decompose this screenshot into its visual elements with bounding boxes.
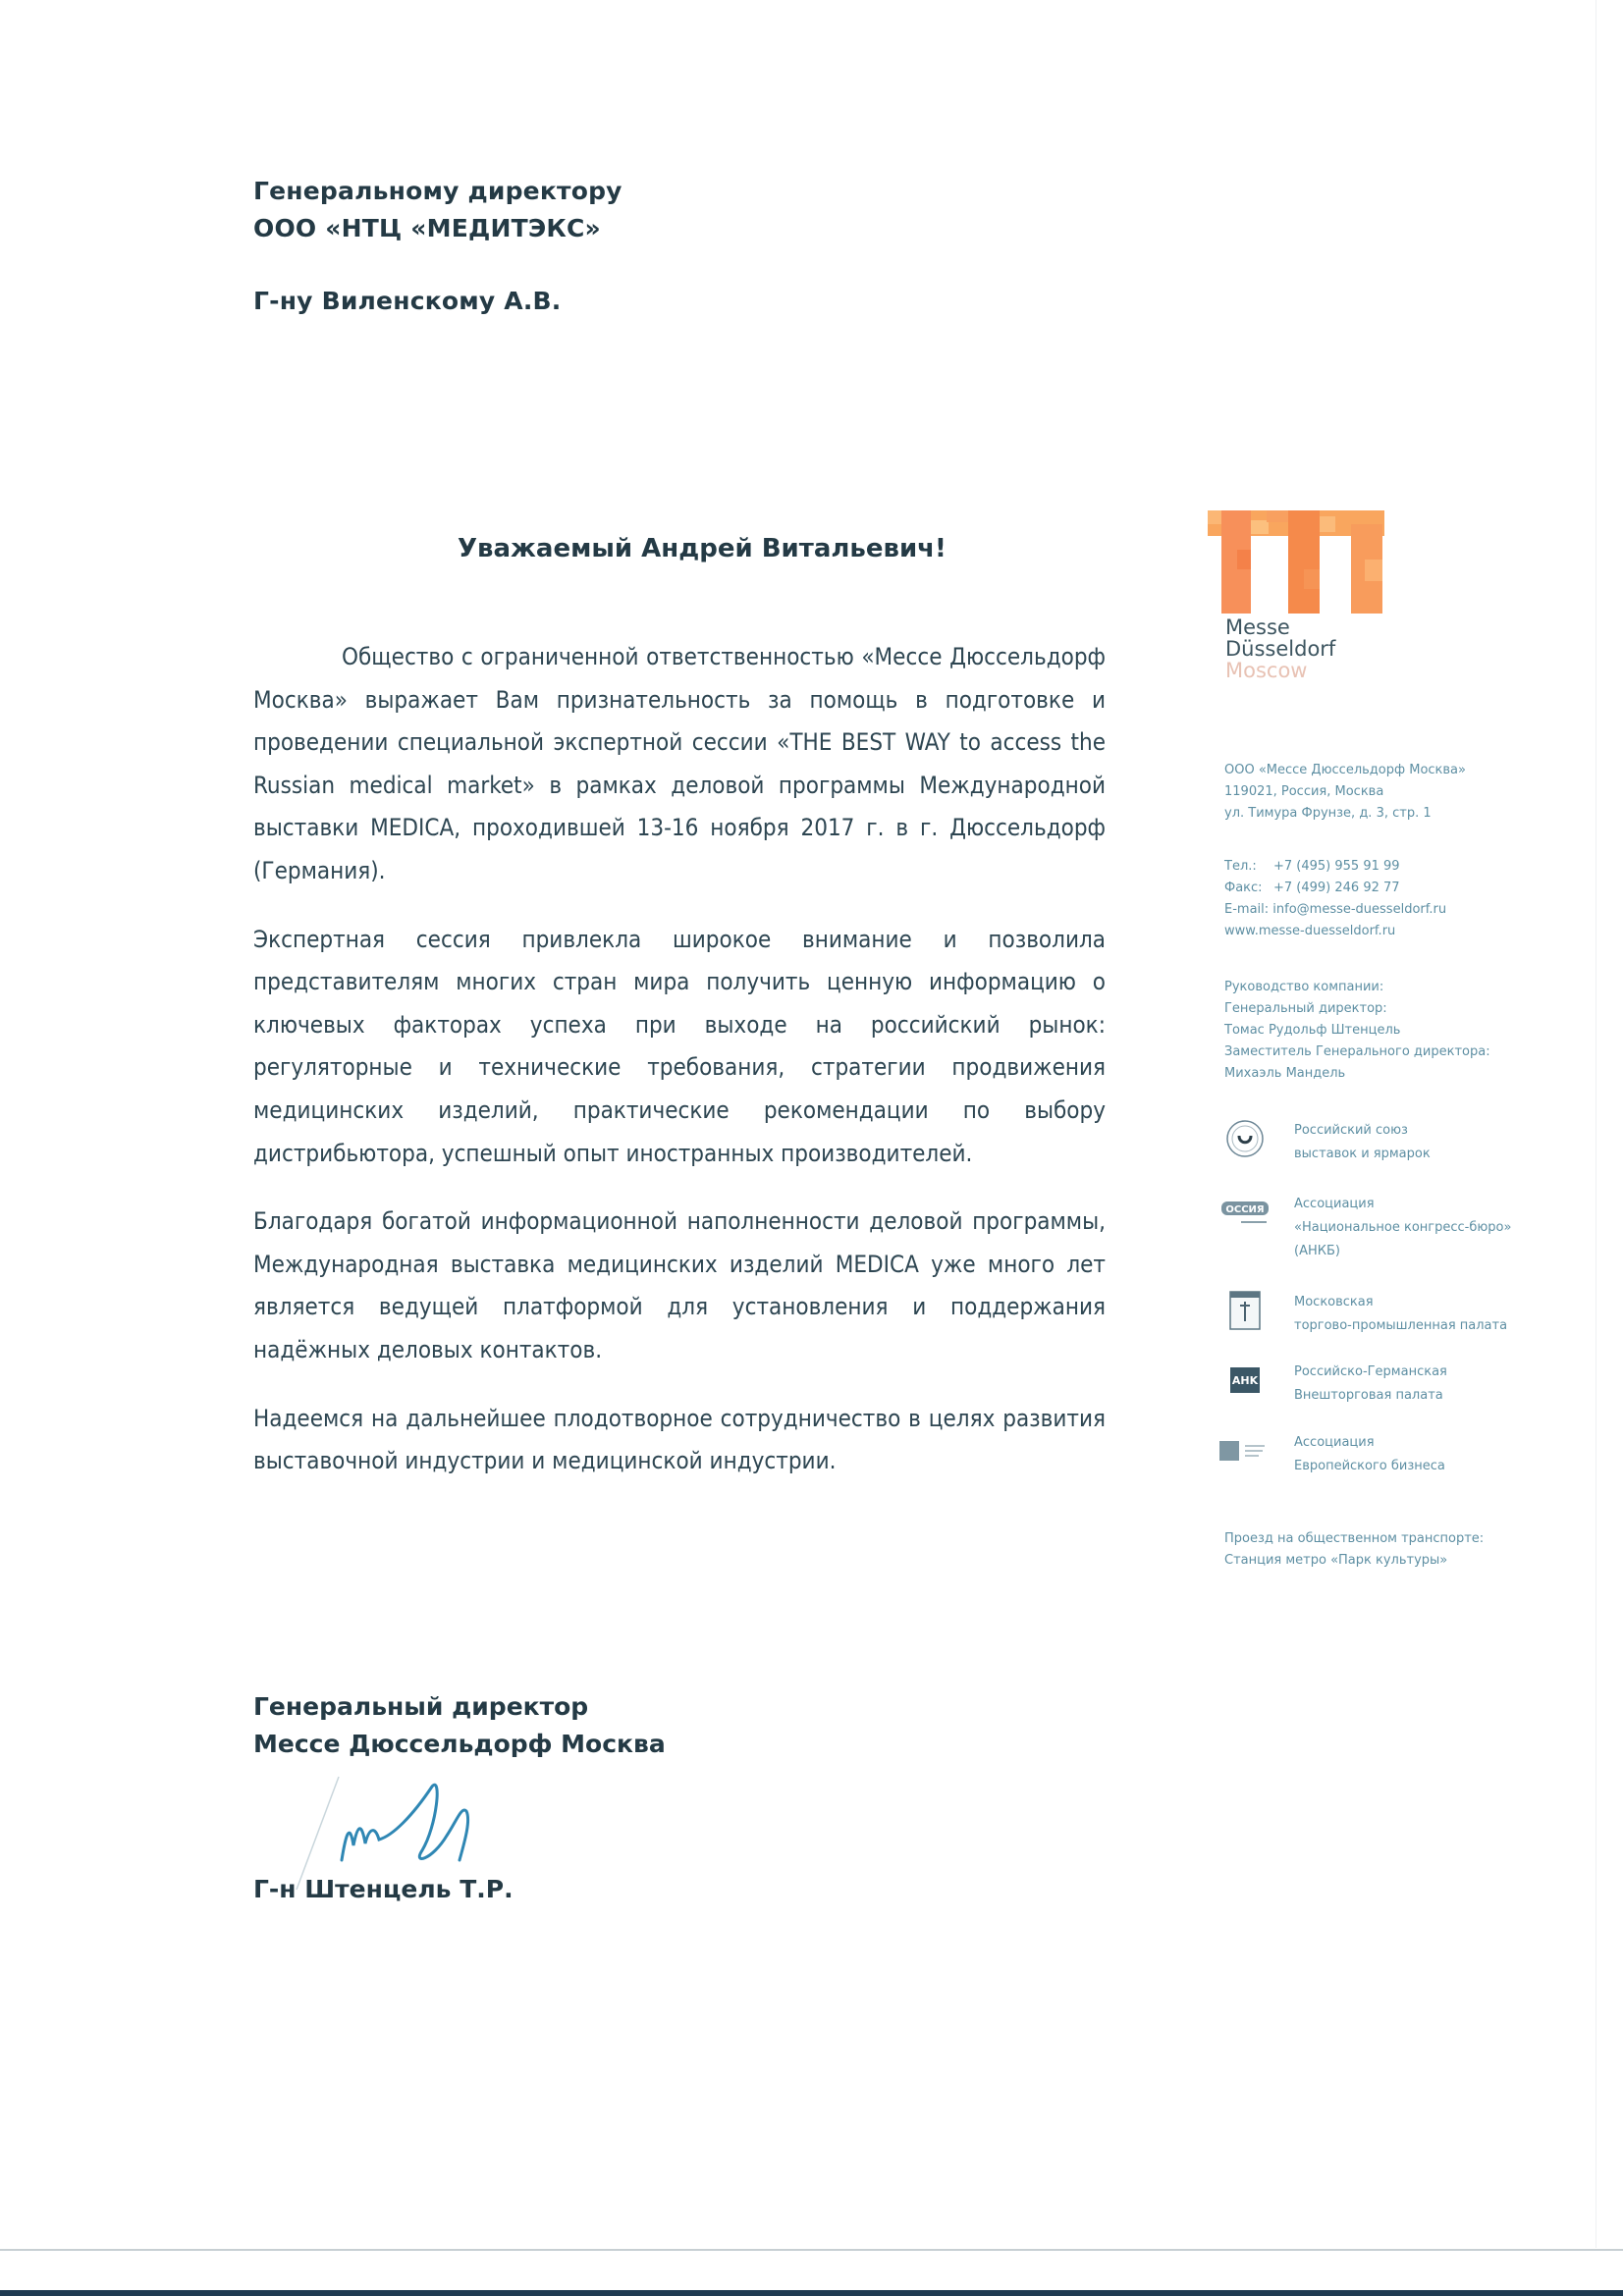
moscow-chamber-crest-icon <box>1219 1291 1271 1330</box>
ahk-icon <box>1219 1361 1271 1400</box>
company-management <box>1224 977 1490 1085</box>
association-line: «Национальное конгресс-бюро» <box>1294 1220 1512 1235</box>
phone-label: Тел.: <box>1224 859 1257 874</box>
scan-border <box>0 2290 1623 2296</box>
association-item <box>1219 1193 1534 1263</box>
association-line: (АНКБ) <box>1294 1244 1340 1258</box>
association-line: Московская <box>1294 1295 1374 1309</box>
association-line: выставок и ярмарок <box>1294 1147 1431 1161</box>
fax-number: +7 (499) 246 92 77 <box>1273 881 1400 895</box>
paragraph: Экспертная сессия привлекла широкое внимание и позволила представителям многих стран мира получить ценную информацию о ключевых факторах успеха при выходе на российский рынок: регуляторные и технические требования, стратегии продвижения медицинских изделий, практические рекомендации по выбору дистрибьютора, успешный опыт иностранных производителей. <box>253 925 1106 1167</box>
association-item <box>1219 1431 1534 1478</box>
gd-name: Томас Рудольф Штенцель <box>1224 1023 1401 1038</box>
address-line: 119021, Россия, Москва <box>1224 784 1384 799</box>
transport-value: Станция метро «Парк культуры» <box>1224 1553 1448 1568</box>
email-link[interactable]: E-mail: info@messe-duesseldorf.ru <box>1224 902 1447 917</box>
logo-text-dusseldorf: Düsseldorf <box>1225 637 1336 661</box>
paragraph: Надеемся на дальнейшее плодотворное сотрудничество в целях развития выставочной индустрии и медицинской индустрии. <box>253 1404 1106 1475</box>
signatory-block <box>253 1688 666 1763</box>
logo-leg <box>1288 510 1320 614</box>
association-item <box>1219 1291 1534 1338</box>
transport-info <box>1224 1528 1484 1572</box>
paragraph: Общество с ограниченной ответственностью «Мессе Дюссельдорф Москва» выражает Вам признательность за помощь в подготовке и проведении специальной экспертной сессии «THE BEST WAY to access the Russian medical market» в рамках деловой программы Международной выставки MEDICA, проходившей 13-16 ноября 2017 г. в г. Дюссельдорф (Германия). <box>253 643 1106 884</box>
association-line: Ассоциация <box>1294 1435 1375 1450</box>
russia-congress-bureau-icon <box>1219 1193 1271 1232</box>
association-line: торгово-промышленная палата <box>1294 1318 1508 1333</box>
association-item <box>1219 1119 1534 1166</box>
aeb-icon <box>1219 1431 1271 1470</box>
transport-label: Проезд на общественном транспорте: <box>1224 1531 1485 1546</box>
company-contacts <box>1224 856 1446 942</box>
association-item <box>1219 1361 1534 1408</box>
letter-body <box>253 636 1106 1509</box>
company-address <box>1224 760 1466 825</box>
logo-text-moscow: Moscow <box>1225 659 1308 682</box>
scan-line <box>0 2249 1623 2251</box>
logo-text-messe: Messe <box>1225 615 1290 639</box>
exhibition-union-seal-icon <box>1219 1119 1271 1158</box>
messe-duesseldorf-logo <box>1208 510 1384 614</box>
gd-label: Генеральный директор: <box>1224 1001 1387 1016</box>
association-line: Европейского бизнеса <box>1294 1459 1445 1473</box>
recipient-title: Генеральному директору <box>253 177 622 205</box>
signatory-name: Г-н Штенцель Т.Р. <box>253 1875 514 1903</box>
website-link[interactable]: www.messe-duesseldorf.ru <box>1224 924 1396 938</box>
recipient-name: Г-ну Виленскому А.В. <box>253 287 562 315</box>
deputy-name: Михаэль Мандель <box>1224 1066 1346 1081</box>
svg-text:ОССИЯ: ОССИЯ <box>1225 1204 1265 1215</box>
signatory-company: Мессе Дюссельдорф Москва <box>253 1730 666 1758</box>
management-heading: Руководство компании: <box>1224 980 1384 994</box>
paragraph: Благодаря богатой информационной наполненности деловой программы, Международная выставка медицинских изделий MEDICA уже много лет является ведущей платформой для установления и поддержания надёжных деловых контактов. <box>253 1207 1106 1363</box>
recipient-company: ООО «НТЦ «МЕДИТЭКС» <box>253 214 601 242</box>
association-line: Российско-Германская <box>1294 1364 1447 1379</box>
association-line: Российский союз <box>1294 1123 1408 1138</box>
fax-label: Факс: <box>1224 881 1263 895</box>
signatory-title: Генеральный директор <box>253 1692 589 1721</box>
deputy-label: Заместитель Генерального директора: <box>1224 1044 1490 1059</box>
association-line: Ассоциация <box>1294 1197 1375 1211</box>
company-name: ООО «Мессе Дюссельдорф Москва» <box>1224 763 1466 777</box>
ahk-badge: AHK <box>1230 1367 1260 1393</box>
phone-number: +7 (495) 955 91 99 <box>1273 859 1400 874</box>
logo-wordmark <box>1225 616 1335 681</box>
association-line: Внешторговая палата <box>1294 1388 1443 1403</box>
address-line: ул. Тимура Фрунзе, д. 3, стр. 1 <box>1224 806 1432 821</box>
recipient-block <box>253 173 622 320</box>
salutation: Уважаемый Андрей Витальевич! <box>458 534 947 563</box>
